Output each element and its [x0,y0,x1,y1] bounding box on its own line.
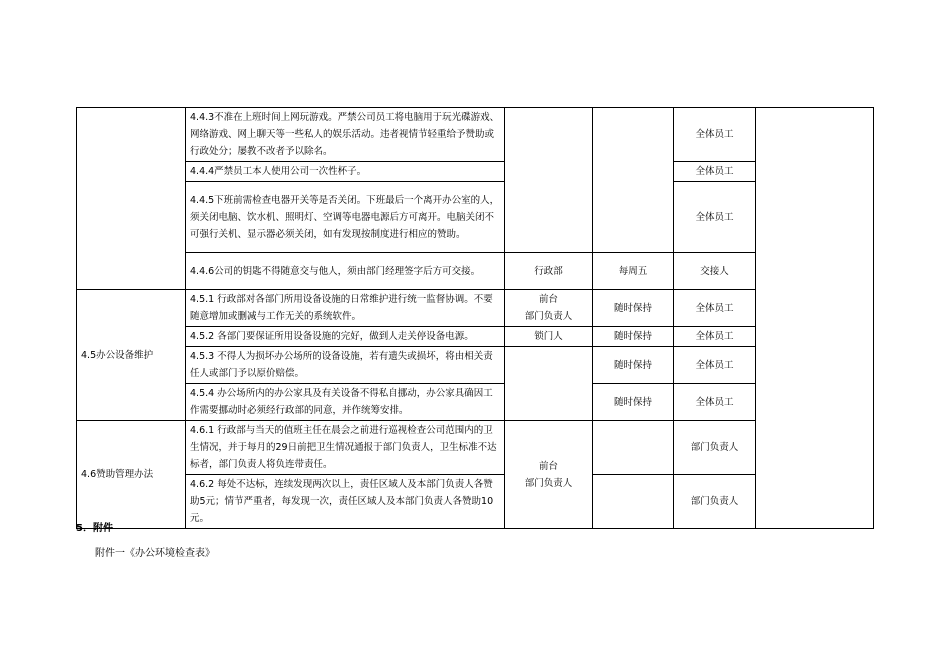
target-cell: 全体员工 [674,182,756,253]
owner-cell [505,108,593,253]
table-row [77,290,874,327]
frequency-cell: 随时保持 [593,290,674,327]
target-cell: 全体员工 [674,108,756,162]
owner-cell [505,347,593,421]
owner-line: 前台 [538,294,558,305]
rule-cell: 4.4.6公司的钥匙不得随意交与他人，须由部门经理签字后方可交接。 [186,253,505,290]
owner-cell: 行政部 [505,253,593,290]
rule-cell: 4.5.3 不得人为损坏办公场所的设备设施，若有遗失或损坏，将由相关责任人或部门予以原价赔偿。 [186,347,505,384]
rule-cell: 4.5.1 行政部对各部门所用设备设施的日常维护进行统一监督协调。不要随意增加或删减与工作无关的系统软件。 [186,290,505,327]
rule-cell: 4.6.1 行政部与当天的值班主任在晨会之前进行巡视检查公司范围内的卫生情况，并于每月的29日前把卫生情况通报于部门负责人，卫生标准不达标者，部门负责人将负连带责任。 [186,421,505,475]
target-cell: 部门负责人 [674,421,756,475]
table-row [77,421,874,475]
policy-table [76,107,874,529]
table-row [77,384,874,421]
target-cell: 全体员工 [674,327,756,347]
target-cell: 全体员工 [674,290,756,327]
owner-cell [505,290,593,327]
section-heading: 5．附件 [76,523,113,534]
target-cell: 全体员工 [674,384,756,421]
target-cell: 全体员工 [674,347,756,384]
table-row [77,347,874,384]
frequency-cell [593,108,674,253]
frequency-cell [593,475,674,529]
table-row [77,108,874,162]
frequency-cell: 随时保持 [593,347,674,384]
table-row [77,475,874,529]
section-cell [77,108,186,290]
rule-cell: 4.6.2 每处不达标，连续发现两次以上，责任区域人及本部门负责人各赞助5元；情节严重者，每发现一次，责任区域人及本部门负责人各赞助10元。 [186,475,505,529]
remarks-cell [756,108,874,529]
target-cell: 全体员工 [674,162,756,182]
table-row [77,182,874,253]
section-cell: 4.5办公设备维护 [77,290,186,421]
target-cell: 交接人 [674,253,756,290]
frequency-cell: 每周五 [593,253,674,290]
table-row [77,253,874,290]
table-row [77,162,874,182]
target-cell: 部门负责人 [674,475,756,529]
frequency-cell [593,421,674,475]
owner-line: 前台 [538,460,558,472]
rule-cell: 4.5.2 各部门要保证所用设备设施的完好，做到人走关停设备电源。 [186,327,505,347]
owner-line: 部门负责人 [524,477,573,489]
rule-cell: 4.4.4严禁员工本人使用公司一次性杯子。 [186,162,505,182]
owner-cell: 锁门人 [505,327,593,347]
rule-cell: 4.4.3不准在上班时间上网玩游戏。严禁公司员工将电脑用于玩光碟游戏、网络游戏、网上聊天等一些私人的娱乐活动。违者视情节轻重给予赞助或行政处分；屡教不改者予以除名。 [186,108,505,162]
section-cell: 4.6赞助管理办法 [77,421,186,529]
attachment-line: 附件一《办公环境检查表》 [95,548,215,559]
frequency-cell: 随时保持 [593,384,674,421]
frequency-cell: 随时保持 [593,327,674,347]
table-row [77,327,874,347]
owner-cell [505,421,593,529]
rule-cell: 4.4.5下班前需检查电器开关等是否关闭。下班最后一个离开办公室的人，须关闭电脑、饮水机、照明灯、空调等电器电源后方可离开。电脑关闭不可强行关机、显示器必须关闭，如有发现按制度进行相应的赞助。 [186,182,505,253]
owner-line: 部门负责人 [524,311,573,322]
rule-cell: 4.5.4 办公场所内的办公家具及有关设备不得私自挪动，办公家具确因工作需要挪动时必须经行政部的同意，并作统筹安排。 [186,384,505,421]
